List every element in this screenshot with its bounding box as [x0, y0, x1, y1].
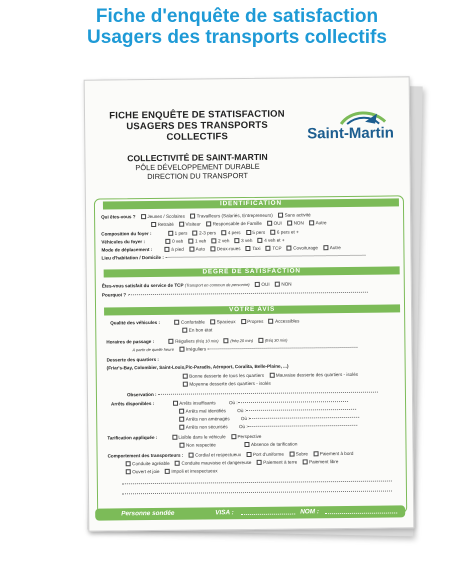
vehicules-opt-2: 1 veh — [195, 238, 207, 244]
mode-checkbox[interactable] — [246, 246, 251, 251]
page-title-line1: Fiche d'enquête de satisfaction — [95, 6, 379, 27]
section-avis: VOTRE AVIS — [104, 304, 400, 315]
horaires-checkbox[interactable] — [258, 338, 263, 343]
qualite-checkbox[interactable] — [210, 319, 215, 324]
arrets-opt-4: Arrêts non sécurisés — [185, 424, 228, 430]
horaires-opt-1: Réguliers — [175, 338, 195, 344]
row-desserte-3 — [179, 381, 271, 388]
mode-opt-3: Deux-roues — [216, 246, 241, 252]
tarification-checkbox[interactable] — [244, 442, 249, 447]
section-degre: DEGRÉ DE SATISFACTION — [104, 266, 400, 277]
qualite-opt-4: Accessibles — [275, 318, 300, 324]
row-vehicules — [101, 238, 284, 246]
desserte-checkbox[interactable] — [269, 373, 274, 378]
composition-checkbox[interactable] — [270, 230, 275, 235]
row-tarification-2 — [175, 442, 297, 449]
arrets-ou-field[interactable] — [250, 417, 360, 419]
qualite-checkbox[interactable] — [269, 319, 274, 324]
form-title-1: FICHE ENQUÊTE DE STATISFACTION — [109, 108, 285, 122]
row-comportement-lines — [122, 479, 392, 488]
row-composition — [101, 229, 299, 237]
arrets-opt-1: Arrêts insuffisants — [179, 400, 216, 406]
tarification-opt-4: Absence de tarification — [250, 441, 298, 447]
qui-opt-4: Retraité — [157, 221, 174, 227]
form-body — [94, 195, 407, 516]
comportement-checkbox[interactable] — [246, 452, 251, 457]
qui-label: Qui êtes-vous ? — [101, 214, 136, 220]
comportement-field[interactable] — [122, 481, 392, 485]
arrets-ou-field[interactable] — [238, 401, 348, 403]
footer-visa-label: VISA : — [215, 509, 234, 517]
comportement-opt-5: Conduite agréable — [132, 460, 170, 467]
row-desserte-places — [107, 364, 289, 372]
observation-label: Observation : — [126, 391, 157, 398]
qualite-opt-5: En bon état — [188, 327, 213, 333]
comportement-opt-10: Impoli et irrespectueux — [171, 468, 218, 474]
horaires-field[interactable] — [207, 347, 357, 350]
composition-opt-3: 4 pers — [227, 230, 241, 236]
page-heading — [0, 6, 474, 48]
satisfait-non: NON — [281, 281, 292, 287]
mode-opt-2: Auto — [195, 246, 206, 252]
qui-opt-checkbox[interactable] — [190, 214, 195, 219]
vehicules-checkbox[interactable] — [235, 238, 240, 243]
footer-band — [95, 505, 405, 520]
satisfait-oui: OUI — [261, 281, 270, 287]
form-header — [97, 108, 298, 181]
arrets-ou-1: Où : — [228, 400, 238, 406]
qualite-opt-3: Propres — [247, 318, 264, 325]
composition-checkbox[interactable] — [168, 231, 173, 236]
comportement-checkbox[interactable] — [257, 460, 262, 465]
tarification-checkbox[interactable] — [179, 443, 184, 448]
form-dept-2: DIRECTION DU TRANSPORT — [147, 171, 249, 182]
horaires-checkbox[interactable] — [169, 339, 174, 344]
horaires-checkbox[interactable] — [179, 347, 184, 352]
horaires-label: Horaires de passage : — [106, 338, 155, 345]
row-comportement — [108, 451, 354, 460]
composition-checkbox[interactable] — [221, 230, 226, 235]
desserte-opt-1: Bonne desserte de tous les quartiers — [189, 372, 265, 379]
qui-opt-checkbox[interactable] — [287, 221, 292, 226]
desserte-places: (Friar's-Bay, Colombier, Saint-Louis,Pic-Paradis, Aéroport, Coralita, Belle-Plaine, ...) — [106, 363, 289, 371]
form-dept-1: PÔLE DÉVELOPPEMENT DURABLE — [135, 161, 260, 173]
composition-checkbox[interactable] — [246, 230, 251, 235]
tarification-opt-2: Non respectée — [185, 442, 216, 448]
qui-opt-7: OUI — [273, 220, 282, 226]
qualite-checkbox[interactable] — [241, 319, 246, 324]
tarification-opt-3: Perspective — [237, 433, 262, 440]
survey-form-sheet — [84, 76, 415, 531]
mode-opt-1: à pied — [171, 246, 184, 252]
qualite-opt-2: Spacieux — [216, 319, 236, 325]
arrets-checkbox[interactable] — [179, 417, 184, 422]
desserte-checkbox[interactable] — [183, 374, 188, 379]
row-desserte-2 — [179, 372, 358, 380]
comportement-label: Comportement des transporteurs : — [107, 452, 184, 459]
tarification-opt-1: Lisible dans le véhicule — [178, 434, 226, 440]
qui-opt-1: Jeunes / Scolaires — [147, 213, 185, 220]
row-lieu — [101, 253, 365, 262]
satisfait-label: Êtes-vous satisfait du service de TCP — [101, 282, 184, 289]
form-title-2: USAGERS DES TRANSPORTS COLLECTIFS — [126, 119, 268, 143]
row-observation — [127, 390, 378, 399]
footer-nom-label: NOM : — [300, 508, 320, 516]
row-qualite-2 — [178, 327, 212, 333]
satisfait-non-checkbox[interactable] — [275, 282, 280, 287]
mode-checkbox[interactable] — [165, 247, 170, 252]
qui-opt-checkbox[interactable] — [278, 213, 283, 218]
comportement-opt-7: Paiement à terre — [263, 459, 298, 465]
row-comportement-2 — [122, 459, 339, 467]
qui-opt-checkbox[interactable] — [309, 220, 314, 225]
comportement-opt-2: Port d'uniforme — [252, 451, 284, 457]
tarification-checkbox[interactable] — [231, 434, 236, 439]
horaires-note-1: (fréq 10 min) — [195, 338, 219, 344]
comportement-opt-1: Cordial et respectueux — [195, 452, 242, 458]
lieu-field[interactable] — [165, 255, 365, 258]
vehicules-checkbox[interactable] — [212, 238, 217, 243]
qui-opt-3: Sans activité — [284, 212, 311, 218]
qui-opt-2: Travailleurs (Salariés, Entrepreneurs) — [196, 212, 273, 219]
comportement-checkbox[interactable] — [189, 453, 194, 458]
arrets-checkbox[interactable] — [173, 401, 178, 406]
mode-label: Mode de déplacement : — [101, 247, 153, 253]
comportement-field[interactable] — [122, 491, 392, 495]
pourquoi-label: Pourquoi ? — [101, 292, 127, 298]
row-arrets-2 — [175, 407, 356, 415]
vehicules-checkbox[interactable] — [258, 238, 263, 243]
comportement-checkbox[interactable] — [313, 451, 318, 456]
composition-opt-2: 2-3 pers — [199, 230, 217, 236]
vehicules-opt-4: 3 veh — [241, 237, 253, 244]
comportement-opt-9: Ouvert et joie — [132, 468, 160, 475]
row-satisfait — [102, 282, 292, 290]
composition-opt-4: 5 pers — [252, 229, 266, 235]
qui-opt-6: Responsable de Famille — [212, 220, 262, 227]
qui-opt-checkbox[interactable] — [267, 221, 272, 226]
comportement-checkbox[interactable] — [126, 461, 131, 466]
qualite-opt-1: Confortable — [181, 319, 205, 325]
vehicules-opt-3: 2 veh — [218, 238, 230, 244]
qui-opt-checkbox[interactable] — [151, 222, 156, 227]
arrets-ou-field[interactable] — [248, 425, 358, 427]
arrets-label: Arrêts disponibles : — [111, 400, 155, 407]
arrets-ou-4: Où : — [238, 424, 248, 430]
horaires-opt-2: Irréguliers — [185, 346, 207, 352]
arrets-opt-2: Arrêts mal identifiés — [185, 408, 226, 414]
comportement-checkbox[interactable] — [165, 469, 170, 474]
pourquoi-field[interactable] — [127, 292, 367, 296]
vehicules-opt-1: 0 veh — [172, 238, 184, 244]
qui-opt-checkbox[interactable] — [179, 222, 184, 227]
desserte-label: Desserte des quartiers : — [106, 356, 159, 363]
nom-field[interactable] — [325, 512, 397, 514]
mode-opt-6: Covoiturage — [293, 245, 319, 251]
lieu-label: Lieu d'habitation / Domicile : — [101, 254, 164, 261]
comportement-checkbox[interactable] — [126, 469, 131, 474]
qui-opt-9: Autre — [315, 220, 327, 226]
mode-checkbox[interactable] — [287, 246, 292, 251]
form-org: COLLECTIVITÉ DE SAINT-MARTIN — [127, 151, 268, 164]
row-qui-2 — [147, 220, 326, 228]
arrets-checkbox[interactable] — [179, 425, 184, 430]
composition-label: Composition du foyer : — [101, 231, 152, 237]
row-pourquoi — [102, 290, 368, 299]
composition-opt-5: 6 pers et + — [276, 229, 299, 235]
qui-opt-checkbox[interactable] — [206, 221, 211, 226]
vehicules-checkbox[interactable] — [189, 239, 194, 244]
horaires-partir: A partir de quelle heure — [132, 346, 174, 353]
desserte-checkbox[interactable] — [183, 382, 188, 387]
arrets-ou-field[interactable] — [246, 409, 356, 411]
observation-field[interactable] — [158, 392, 378, 395]
row-arrets-3 — [175, 415, 359, 423]
comportement-checkbox[interactable] — [175, 461, 180, 466]
comportement-opt-3: Sobre — [295, 451, 309, 457]
satisfait-note: (Transport en commun de personne) — [184, 281, 250, 288]
horaires-checkbox[interactable] — [224, 338, 229, 343]
vehicules-label: Véhicules du foyer : — [101, 239, 146, 245]
arrets-opt-3: Arrêts non aménagés — [185, 416, 230, 422]
row-comportement-3 — [122, 468, 218, 475]
section-identification: IDENTIFICATION — [103, 198, 399, 209]
desserte-opt-1b: Mauvaise desserte des quartiers - isolés — [275, 371, 359, 378]
page-title-line2: Usagers des transports collectifs — [87, 27, 387, 48]
row-arrets — [111, 399, 348, 407]
qui-opt-8: NON — [293, 220, 304, 226]
mode-opt-5: TCP — [272, 245, 282, 251]
qui-opt-5: Visiteur — [185, 221, 201, 227]
arrets-ou-3: Où : — [240, 416, 250, 422]
mode-checkbox[interactable] — [210, 246, 215, 251]
mode-opt-7: Autre — [329, 245, 341, 251]
mode-checkbox[interactable] — [266, 246, 271, 251]
row-qualite — [110, 318, 299, 326]
row-tarification — [107, 434, 261, 442]
horaires-note-2: (fréq 20 min) — [230, 337, 254, 344]
qualite-checkbox[interactable] — [182, 328, 187, 333]
saint-martin-logo — [307, 107, 399, 154]
comportement-opt-8: Paiement libre — [308, 459, 339, 465]
qualite-label: Qualité des véhicules : — [110, 319, 161, 326]
satisfait-oui-checkbox[interactable] — [255, 282, 260, 287]
composition-opt-1: 1 pers — [174, 230, 188, 236]
arrets-ou-2: Où : — [237, 408, 246, 414]
mode-checkbox[interactable] — [189, 247, 194, 252]
row-horaires-2 — [132, 345, 357, 353]
tarification-checkbox[interactable] — [172, 435, 177, 440]
vehicules-opt-5: 4 veh et + — [264, 237, 285, 243]
qui-opt-checkbox[interactable] — [141, 214, 146, 219]
horaires-note-3: (fréq 30 min) — [264, 337, 288, 343]
desserte-opt-2: Moyenne desserte des quartiers - isolés — [189, 380, 271, 387]
footer-personne-sondee: Personne sondée — [121, 509, 175, 518]
qualite-checkbox[interactable] — [175, 320, 180, 325]
vehicules-checkbox[interactable] — [166, 239, 171, 244]
comportement-checkbox[interactable] — [289, 452, 294, 457]
visa-field[interactable] — [241, 514, 295, 516]
tarification-label: Tarification appliquée : — [107, 434, 158, 441]
row-horaires — [106, 338, 287, 346]
row-arrets-4 — [175, 423, 357, 431]
composition-checkbox[interactable] — [193, 231, 198, 236]
mode-opt-4: Taxi — [252, 245, 261, 251]
logo-text: Saint-Martin — [307, 124, 394, 143]
arrets-checkbox[interactable] — [179, 409, 184, 414]
comportement-opt-4: Paiement à bord — [319, 450, 354, 457]
row-comportement-lines-2 — [122, 489, 392, 498]
row-desserte — [107, 357, 159, 364]
comportement-opt-6: Conduite mauvaise et dangereuse — [181, 459, 252, 466]
mode-checkbox[interactable] — [323, 245, 328, 250]
row-mode — [101, 245, 340, 254]
row-qui — [101, 212, 311, 220]
comportement-checkbox[interactable] — [302, 459, 307, 464]
